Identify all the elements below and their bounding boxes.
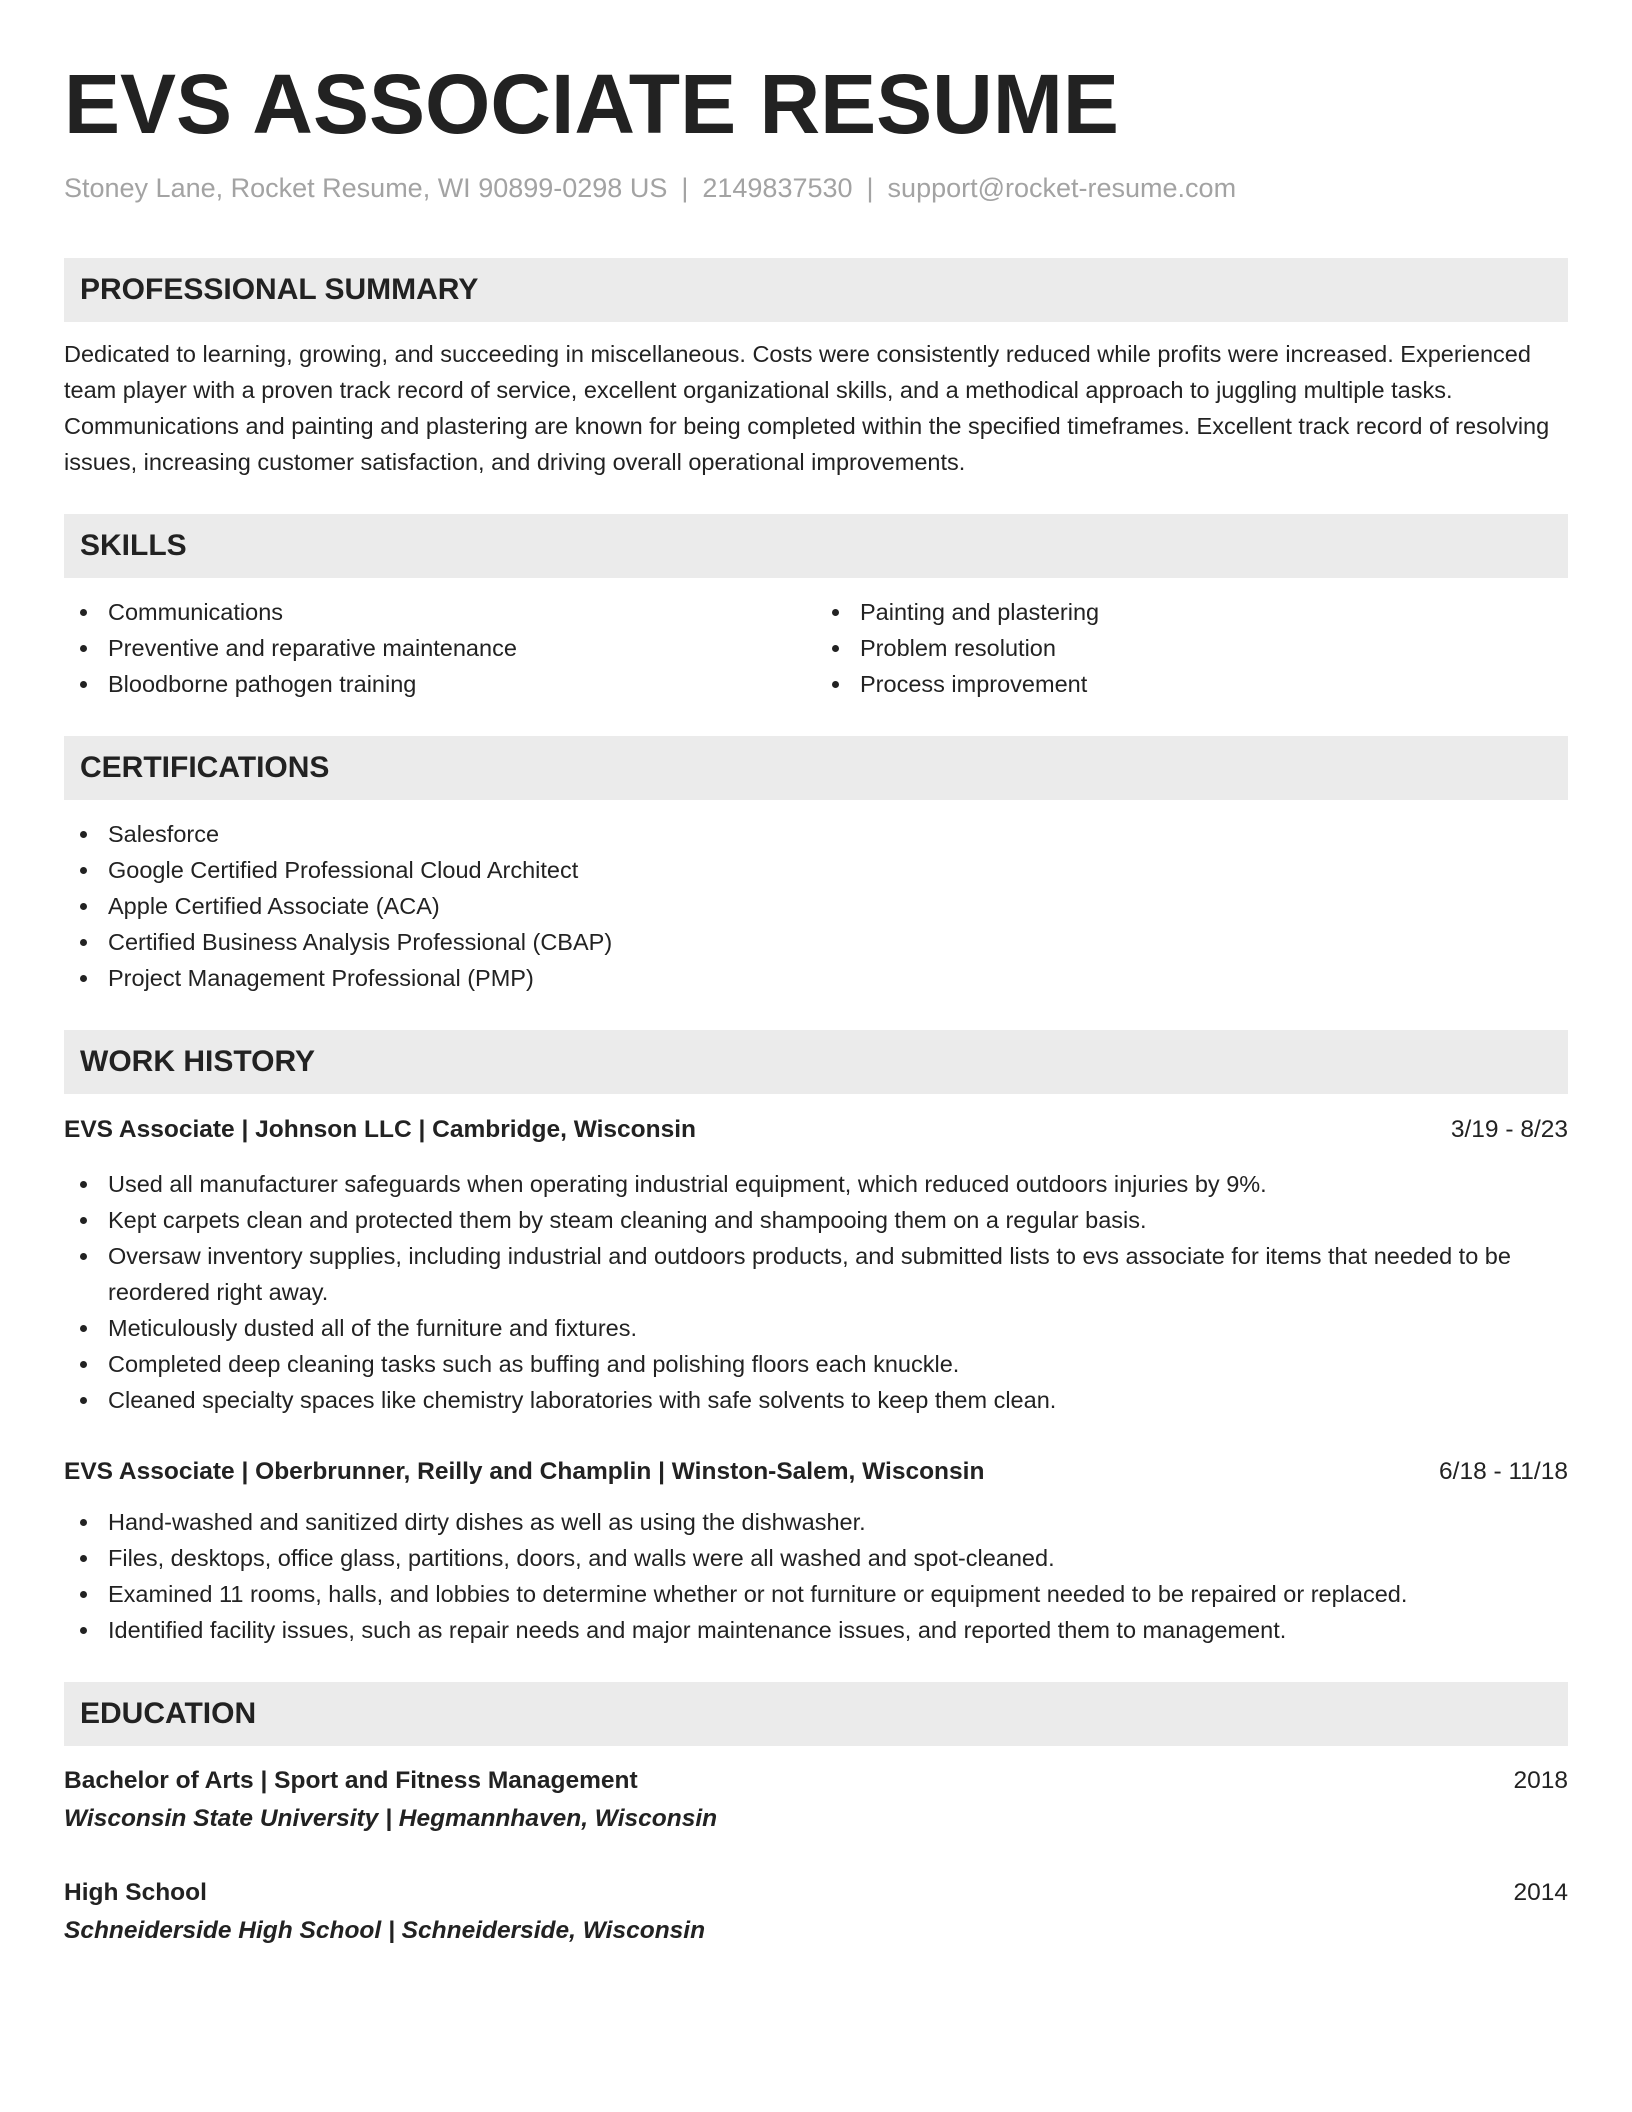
job-entry bbox=[64, 1454, 1568, 1648]
job-bullets bbox=[64, 1166, 1568, 1418]
job-bullet: Cleaned specialty spaces like chemistry laboratories with safe solvents to keep them clean. bbox=[64, 1382, 1568, 1418]
skill-item: Process improvement bbox=[816, 666, 1568, 702]
education-header bbox=[64, 1874, 1568, 1912]
certification-list bbox=[64, 816, 1568, 996]
job-dates: 3/19 - 8/23 bbox=[1450, 1116, 1568, 1143]
skills-column-left bbox=[64, 594, 816, 702]
skill-item: Preventive and reparative maintenance bbox=[64, 630, 816, 666]
education-year: 2014 bbox=[1513, 1879, 1568, 1906]
section-summary bbox=[64, 258, 1568, 480]
section-heading: CERTIFICATIONS bbox=[64, 736, 1568, 800]
skills-grid bbox=[64, 594, 1568, 702]
job-header bbox=[64, 1454, 1568, 1490]
section-work-history bbox=[64, 1030, 1568, 1648]
education-entry bbox=[64, 1874, 1568, 1950]
job-bullet: Examined 11 rooms, halls, and lobbies to determine whether or not furniture or equipment needed to be repaired or replaced. bbox=[64, 1576, 1568, 1612]
certification-item: Salesforce bbox=[64, 816, 1568, 852]
job-title: EVS Associate | Oberbrunner, Reilly and Champlin | Winston-Salem, Wisconsin bbox=[64, 1458, 985, 1485]
certification-item: Google Certified Professional Cloud Architect bbox=[64, 852, 1568, 888]
skill-item: Painting and plastering bbox=[816, 594, 1568, 630]
education-year: 2018 bbox=[1513, 1767, 1568, 1794]
section-heading: SKILLS bbox=[64, 514, 1568, 578]
job-bullet: Oversaw inventory supplies, including industrial and outdoors products, and submitted lists to evs associate for items that needed to be reordered right away. bbox=[64, 1238, 1568, 1310]
education-entry bbox=[64, 1762, 1568, 1838]
certification-item: Apple Certified Associate (ACA) bbox=[64, 888, 1568, 924]
job-title: EVS Associate | Johnson LLC | Cambridge, Wisconsin bbox=[64, 1116, 696, 1143]
section-heading: EDUCATION bbox=[64, 1682, 1568, 1746]
contact-line bbox=[64, 170, 1568, 206]
job-bullet: Files, desktops, office glass, partitions, doors, and walls were all washed and spot-cleaned. bbox=[64, 1540, 1568, 1576]
job-bullets bbox=[64, 1504, 1568, 1648]
section-heading: WORK HISTORY bbox=[64, 1030, 1568, 1094]
job-bullet: Hand-washed and sanitized dirty dishes as well as using the dishwasher. bbox=[64, 1504, 1568, 1540]
resume-title: EVS ASSOCIATE RESUME bbox=[64, 57, 1119, 151]
job-dates: 6/18 - 11/18 bbox=[1439, 1458, 1568, 1485]
section-skills bbox=[64, 514, 1568, 702]
skill-item: Bloodborne pathogen training bbox=[64, 666, 816, 702]
contact-separator: | bbox=[681, 173, 689, 203]
job-bullet: Used all manufacturer safeguards when operating industrial equipment, which reduced outdoors injuries by 9%. bbox=[64, 1166, 1568, 1202]
contact-separator: | bbox=[866, 173, 874, 203]
certification-item: Project Management Professional (PMP) bbox=[64, 960, 1568, 996]
job-entry bbox=[64, 1112, 1568, 1418]
contact-address: Stoney Lane, Rocket Resume, WI 90899-0298 US bbox=[64, 173, 668, 203]
summary-text: Dedicated to learning, growing, and succeeding in miscellaneous. Costs were consistently reduced while profits were increased. Experienced team player with a proven track record of service, excellent organizational skills, and a methodical approach to juggling multiple tasks. Communications and painting and plastering are known for being completed within the specified timeframes. Excellent track record of resolving issues, increasing customer satisfaction, and driving overall operational improvements. bbox=[64, 341, 1550, 475]
job-bullet: Meticulously dusted all of the furniture and fixtures. bbox=[64, 1310, 1568, 1346]
job-bullet: Completed deep cleaning tasks such as buffing and polishing floors each knuckle. bbox=[64, 1346, 1568, 1382]
job-header bbox=[64, 1112, 1568, 1148]
education-degree: Bachelor of Arts | Sport and Fitness Management bbox=[64, 1767, 638, 1794]
skills-column-right bbox=[816, 594, 1568, 702]
education-header bbox=[64, 1762, 1568, 1800]
certification-item: Certified Business Analysis Professional (CBAP) bbox=[64, 924, 1568, 960]
job-bullet: Identified facility issues, such as repair needs and major maintenance issues, and reported them to management. bbox=[64, 1612, 1568, 1648]
section-heading: PROFESSIONAL SUMMARY bbox=[64, 258, 1568, 322]
education-degree: High School bbox=[64, 1879, 207, 1906]
education-school: Schneiderside High School | Schneiderside, Wisconsin bbox=[64, 1917, 706, 1944]
contact-phone: 2149837530 bbox=[702, 173, 853, 203]
skill-item: Problem resolution bbox=[816, 630, 1568, 666]
education-school: Wisconsin State University | Hegmannhaven, Wisconsin bbox=[64, 1805, 718, 1832]
skill-item: Communications bbox=[64, 594, 816, 630]
section-certifications bbox=[64, 736, 1568, 996]
contact-email: support@rocket-resume.com bbox=[887, 173, 1237, 203]
section-education bbox=[64, 1682, 1568, 1950]
job-bullet: Kept carpets clean and protected them by steam cleaning and shampooing them on a regular basis. bbox=[64, 1202, 1568, 1238]
